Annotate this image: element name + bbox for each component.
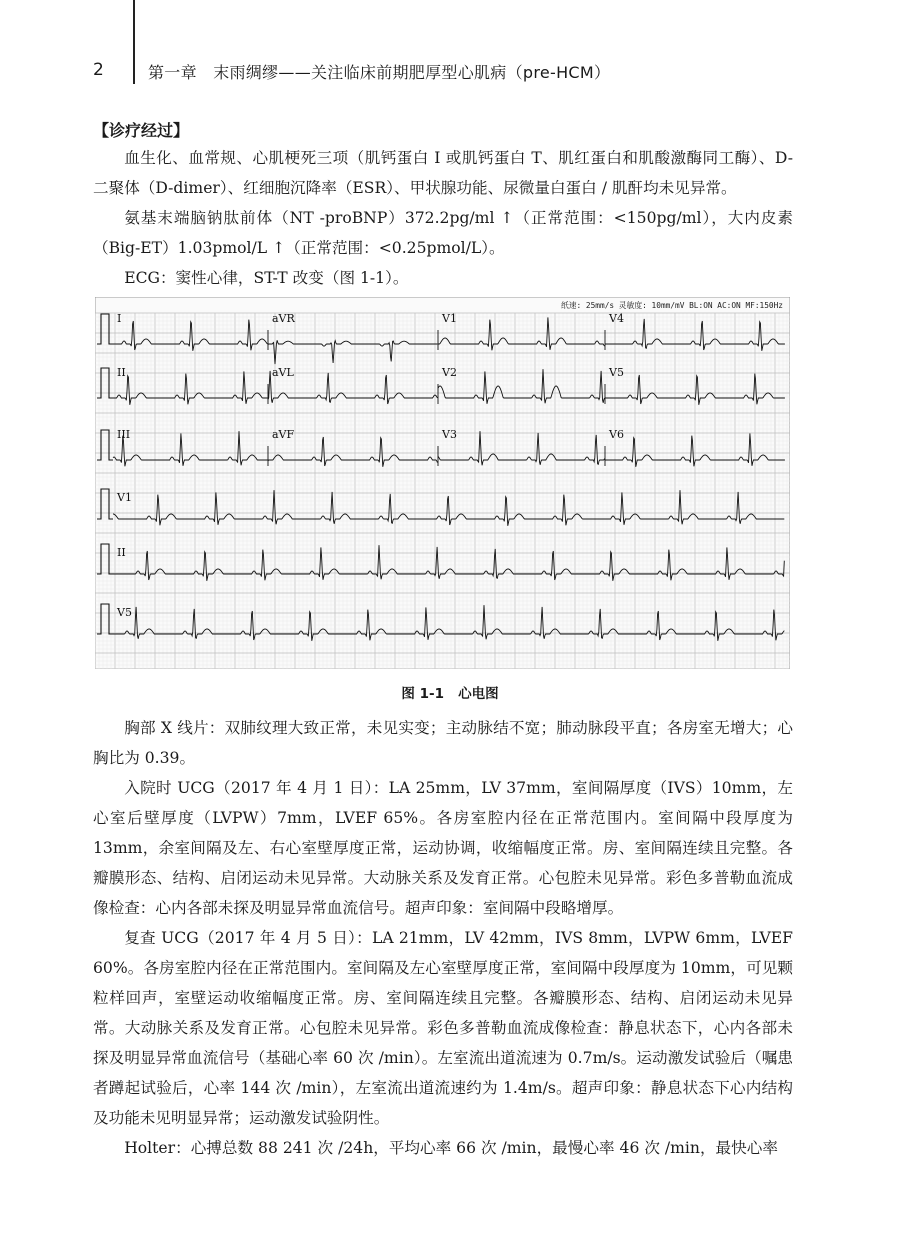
header-divider xyxy=(133,0,135,84)
lead-label: I xyxy=(117,312,122,325)
paragraph: 血生化、血常规、心肌梗死三项（肌钙蛋白 I 或肌钙蛋白 T、肌红蛋白和肌酸激酶同工酶）、D- 二聚体（D-dimer）、红细胞沉降率（ESR）、甲状腺功能、尿微量白蛋白 / 肌酐均未见异常。 xyxy=(93,149,793,197)
paragraph: 入院时 UCG（2017 年 4 月 1 日）：LA 25mm，LV 37mm，室间隔厚度（IVS）10mm，左心室后壁厚度（LVPW）7mm，LVEF 65%。各房室腔内径在正常范围内。室间隔中段厚度为13mm，余室间隔及左、右心室壁厚度正常，运动协调，收缩幅度正常。房、室间隔连续且完整。各瓣膜形态、结构、启闭运动未见异常。大动脉关系及发育正常。心包腔未见异常。彩色多普勒血流成像检查：心内各部未探及明显异常血流信号。超声印象：室间隔中段略增厚。 xyxy=(93,779,793,917)
lead-label: V5 xyxy=(609,366,624,379)
ecg-figure xyxy=(95,297,790,669)
lead-label: V1 xyxy=(442,312,457,325)
page-header xyxy=(0,0,900,90)
paragraph: Holter：心搏总数 88 241 次 /24h，平均心率 66 次 /min，最慢心率 46 次 /min，最快心率 xyxy=(124,1139,778,1157)
ecg-settings-text: 纸速: 25mm/s 灵敏度: 10mm/mV BL:ON AC:ON MF:150Hz xyxy=(560,301,783,310)
body-text-bottom xyxy=(93,713,793,1163)
lead-label: II xyxy=(117,546,126,559)
paragraph: 复查 UCG（2017 年 4 月 5 日）：LA 21mm，LV 42mm，IVS 8mm，LVPW 6mm，LVEF 60%。各房室腔内径在正常范围内。室间隔及左心室壁厚度正常，室间隔中段厚度为 10mm，可见颗粒样回声，室壁运动收缩幅度正常。房、室间隔连续且完整。各瓣膜形态、结构、启闭运动未见异常。大动脉关系及发育正常。心包腔未见异常。彩色多普勒血流成像检查：静息状态下，心内各部未探及明显异常血流信号（基础心率 60 次 /min）。左室流出道流速为 0.7m/s。运动激发试验后（嘱患者蹲起试验后，心率 144 次 /min），左室流出道流速约为 1.4m/s。超声印象：静息状态下心内结构及功能未见明显异常；运动激发试验阴性。 xyxy=(93,929,793,1127)
lead-label: aVF xyxy=(272,428,295,441)
lead-label: II xyxy=(117,366,126,379)
page-number: 2 xyxy=(93,60,104,80)
lead-label: V2 xyxy=(442,366,457,379)
lead-label: III xyxy=(117,428,131,441)
figure-caption: 图 1-1 心电图 xyxy=(401,686,499,702)
lead-label: V6 xyxy=(609,428,624,441)
paragraph: 胸部 X 线片：双肺纹理大致正常，未见实变；主动脉结不宽；肺动脉段平直；各房室无增大；心胸比为 0.39。 xyxy=(93,719,793,767)
lead-label: V4 xyxy=(609,312,624,325)
lead-label: aVL xyxy=(272,366,294,379)
lead-label: V1 xyxy=(117,491,132,504)
lead-label: V3 xyxy=(442,428,457,441)
lead-label: V5 xyxy=(117,606,132,619)
lead-label: aVR xyxy=(272,312,295,325)
paragraph: 氨基末端脑钠肽前体（NT -proBNP）372.2pg/ml ↑（正常范围：<150pg/ml），大内皮素（Big-ET）1.03pmol/L ↑（正常范围：<0.25pmol/L）。 xyxy=(93,209,793,257)
paragraph: ECG：窦性心律，ST-T 改变（图 1-1）。 xyxy=(124,269,409,287)
body-text-top xyxy=(93,143,793,293)
running-title: 第一章 末雨绸缪——关注临床前期肥厚型心肌病（pre-HCM） xyxy=(148,63,611,82)
section-title: 【诊疗经过】 xyxy=(93,121,190,140)
